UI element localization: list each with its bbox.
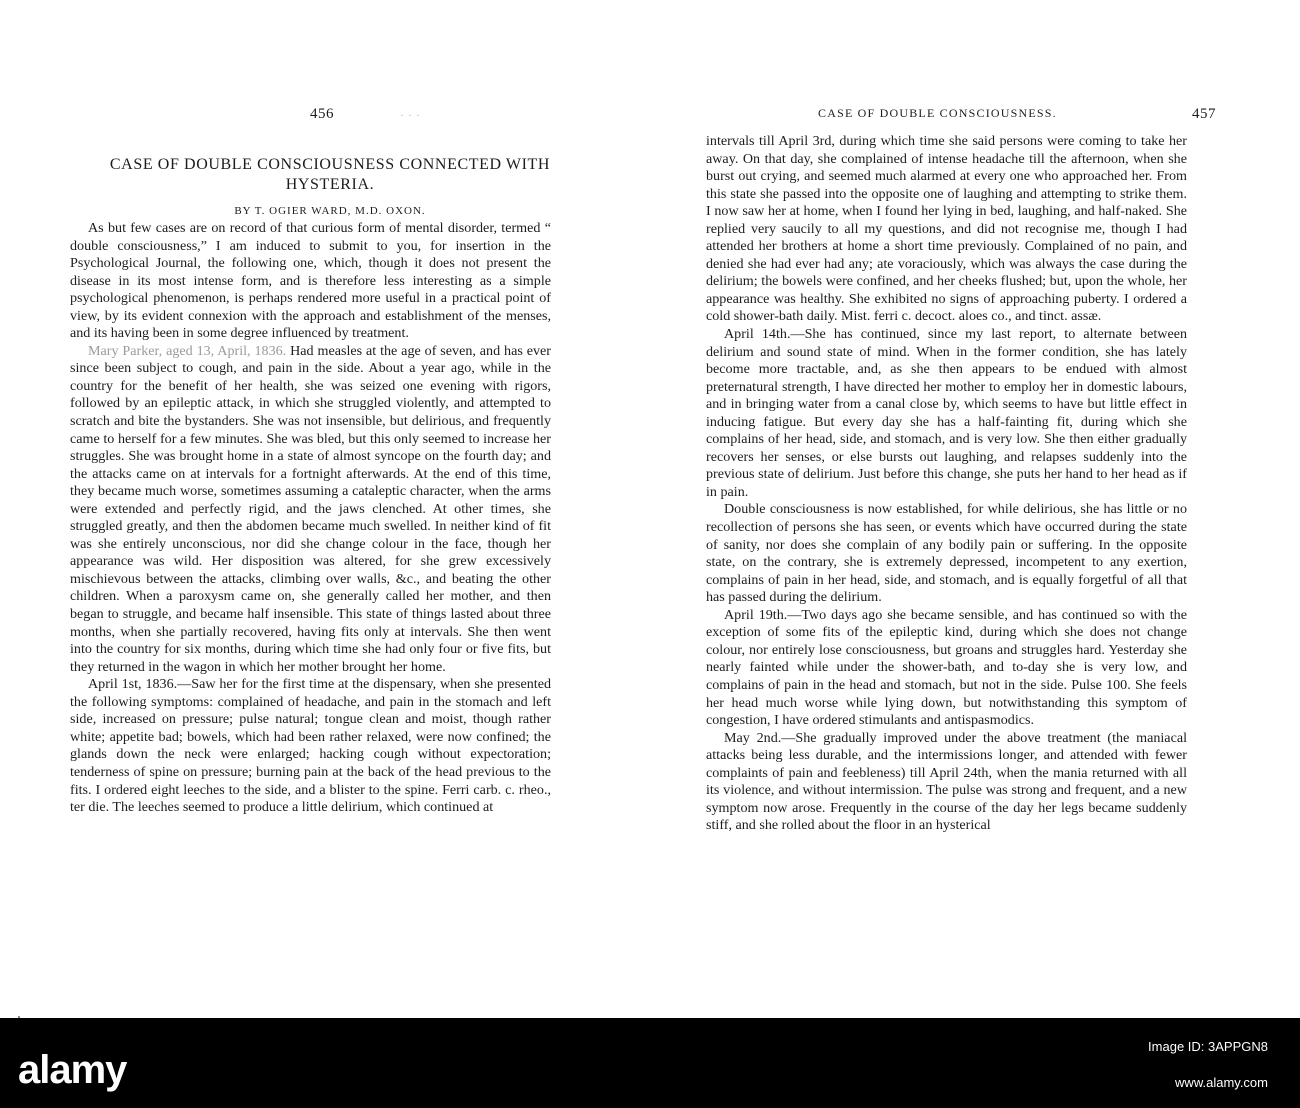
site-url[interactable]: www.alamy.com <box>1175 1075 1268 1090</box>
left-paragraph-2 <box>70 343 551 676</box>
image-id-label: Image ID: 3APPGN8 <box>1148 1039 1268 1054</box>
left-paragraph-3: April 1st, 1836.—Saw her for the first time at the dispensary, when she presented the following symptoms: complained of headache, and pain in the stomach and left side, increased on pressure; pulse natural; tongue clean and moist, though rather white; appetite bad; bowels, which had been rather relaxed, were now confined; the glands down the neck were enlarged; hacking cough without expectoration; tenderness of spine on pressure; burning pain at the back of the head previous to the fits. I ordered eight leeches to the side, and a blister to the spine. Ferri carb. c. rheo., ter die. The leeches seemed to produce a little delirium, which continued at <box>70 676 551 816</box>
left-page-body <box>70 220 551 817</box>
alamy-logo[interactable]: alamy <box>18 1048 127 1092</box>
article-title: CASE OF DOUBLE CONSCIOUSNESS CONNECTED WITH HYSTERIA. <box>109 156 551 193</box>
left-paragraph-2-text: Had measles at the age of seven, and has ever since been subject to cough, and pain in the side. About a year ago, while in the country for the benefit of her health, she was seized one evening with rigors, followed by an epileptic attack, in which she struggled violently, and attempted to scratch and bite the bystanders. She was not insensible, but delirious, and frequently came to herself for a few minutes. She was bled, but this only seemed to increase her struggles. She was brought home in a state of almost syncope on the fourth day; and the attacks came on at intervals for a fortnight afterwards. At the end of this time, they became much worse, sometimes assuming a cataleptic character, when the arms were extended and perfectly rigid, and the jaws clenched. At other times, she struggled greatly, and then the abdomen became much swelled. In neither kind of fit was she entirely unconscious, nor did she change colour in the face, though her appearance was wild. Her disposition was altered, for she grew excessively mischievous between the attacks, climbing over walls, &c., and beating the other children. When a paroxysm came on, she generally called her mother, and then began to struggle, and became half insensible. This state of things lasted about three months, when she partially recovered, having fits only at intervals. She then went into the country for six months, during which time she had only four or five fits, but they returned in the wagon in which her mother brought her home. <box>70 342 551 675</box>
running-head-title: CASE OF DOUBLE CONSCIOUSNESS. <box>818 106 1057 120</box>
right-paragraph-5: May 2nd.—She gradually improved under the above treatment (the maniacal attacks being less durable, and the intermissions longer, and attended with fewer complaints of pain and feebleness) till April 24th, when the mania returned with all its violence, and without intermission. The pulse was strong and frequent, and a new symptom now arose. Frequently in the course of the day her legs became suddenly stiff, and she rolled about the floor in an hysterical <box>706 729 1187 834</box>
right-page-body <box>706 133 1187 835</box>
right-paragraph-4: April 19th.—Two days ago she became sensible, and has continued so with the exception of some fits of the epileptic kind, during which she does not change colour, nor entirely lose consciousness, but groans and struggles hard. Yesterday she nearly fainted while under the shower-bath, and to-day she is very low, and complains of pain in the head and stomach, but not in the side. Pulse 100. She feels her head much worse while lying down, but notwithstanding this symptom of congestion, I have ordered stimulants and antispasmodics. <box>706 606 1187 729</box>
right-paragraph-3: Double consciousness is now established, for while delirious, she has little or no recollection of persons she has seen, or events which have occurred during the state of sanity, nor does she complain of any bodily pain or suffering. In the opposite state, on the contrary, she is extremely depressed, incompetent to any exertion, complains of pain in her head, side, and stomach, and is equally forgetful of all that has passed during the delirium. <box>706 501 1187 606</box>
watermark-footer <box>0 1018 1300 1108</box>
right-page-number: 457 <box>1192 106 1216 122</box>
left-page-number: 456 <box>310 106 334 122</box>
right-paragraph-1: intervals till April 3rd, during which time she said persons were coming to take her away. On that day, she complained of intense headache till the afternoon, when she burst out crying, and seemed much alarmed at every one who approached her. From this state she passed into the opposite one of laughing and attempting to strike them. I now saw her at home, when I found her lying in bed, laughing, and half-naked. She replied very saucily to all my questions, and did not recognise me, though I had attended her brothers at home a short time previously. Complained of no pain, and denied she had ever had any; ate voraciously, which was always the case during the delirium; the bowels were confined, and her cheeks flushed; but, upon the whole, her appearance was healthy. She exhibited no signs of approaching puberty. I ordered a cold shower-bath daily. Mist. ferri c. decoct. aloes co., and tinct. assæ. <box>706 133 1187 325</box>
right-paragraph-2: April 14th.—She has continued, since my last report, to alternate between delirium and sound state of mind. When in the former condition, she has lately become more tractable, and, as she then appears to be endued with almost preternatural strength, I have directed her mother to employ her in domestic labours, and in bringing water from a canal close by, which seems to have but little effect in inducing fatigue. But every day she has a half-fainting fit, during which she complains of her head, side, and stomach, and is very low. She then either gradually recovers her senses, or else bursts out laughing, and relapses suddenly into the previous state of delirium. Just before this change, she puts her hand to her head as if in pain. <box>706 326 1187 500</box>
article-byline: BY T. OGIER WARD, M.D. OXON. <box>234 205 426 217</box>
left-paragraph-1: As but few cases are on record of that curious form of mental disorder, termed “ double consciousness,” I am induced to submit to you, for insertion in the Psychological Journal, the following one, which, though it does not present the disease in its most intense form, and is therefore less interesting as a simple psychological phenomenon, is perhaps rendered more useful in a practical point of view, by its evident connexion with the approach and establishment of the menses, and its having been in some degree influenced by treatment. <box>70 220 551 342</box>
faded-text: Mary Parker, aged 13, April, 1836. <box>88 342 287 359</box>
header-dots: · · · <box>400 108 421 122</box>
